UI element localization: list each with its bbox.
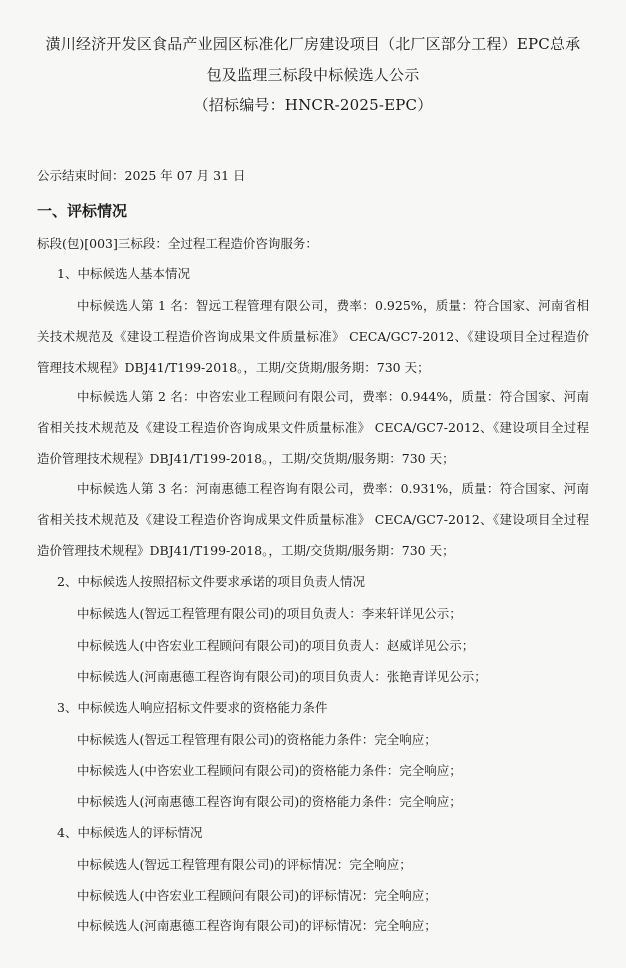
qualification-item: 中标候选人(中咨宏业工程顾问有限公司)的资格能力条件：完全响应； bbox=[77, 763, 462, 778]
qualification-item: 中标候选人(智远工程管理有限公司)的资格能力条件：完全响应； bbox=[77, 732, 437, 747]
evaluation-status-item: 中标候选人(河南惠德工程咨询有限公司)的评标情况：完全响应； bbox=[77, 918, 437, 933]
project-leader-item: 中标候选人(河南惠德工程咨询有限公司)的项目负责人：张艳青详见公示； bbox=[77, 669, 487, 684]
tender-number: （招标编号：HNCR-2025-EPC） bbox=[193, 96, 433, 114]
title-line-1: 潢川经济开发区食品产业园区标准化厂房建设项目（北厂区部分工程）EPC总承 bbox=[45, 35, 581, 53]
subheading-evaluation-status: 4、中标候选人的评标情况 bbox=[57, 825, 203, 840]
lot-description: 标段(包)[003]三标段：全过程工程造价咨询服务： bbox=[37, 236, 318, 251]
subheading-qualification: 3、中标候选人响应招标文件要求的资格能力条件 bbox=[57, 700, 328, 715]
evaluation-status-item: 中标候选人(中咨宏业工程顾问有限公司)的评标情况：完全响应； bbox=[77, 888, 437, 903]
candidate-1-info: 中标候选人第 1 名：智远工程管理有限公司，费率：0.925%，质量：符合国家、河南省相关技术规范及《建设工程造价咨询成果文件质量标准》 CECA/GC7-2012、《建设项目全过程造价管理技术规程》DBJ41/T199-2018。，工期/交货期/服务期：730 天； bbox=[37, 298, 589, 375]
title-line-2: 包及监理三标段中标候选人公示 bbox=[206, 66, 420, 84]
subheading-project-leader: 2、中标候选人按照招标文件要求承诺的项目负责人情况 bbox=[57, 574, 365, 589]
subheading-basic-info: 1、中标候选人基本情况 bbox=[57, 266, 190, 281]
candidate-2-info: 中标候选人第 2 名：中咨宏业工程顾问有限公司，费率：0.944%，质量：符合国家、河南省相关技术规范及《建设工程造价咨询成果文件质量标准》 CECA/GC7-2012、《建设项目全过程造价管理技术规程》DBJ41/T199-2018。，工期/交货期/服务期：730 天； bbox=[37, 389, 589, 466]
candidate-3-info: 中标候选人第 3 名：河南惠德工程咨询有限公司，费率：0.931%，质量：符合国家、河南省相关技术规范及《建设工程造价咨询成果文件质量标准》 CECA/GC7-2012、《建设项目全过程造价管理技术规程》DBJ41/T199-2018。，工期/交货期/服务期：730 天； bbox=[37, 481, 589, 558]
project-leader-item: 中标候选人(中咨宏业工程顾问有限公司)的项目负责人：赵威详见公示； bbox=[77, 638, 475, 653]
project-leader-item: 中标候选人(智远工程管理有限公司)的项目负责人：李来轩详见公示； bbox=[77, 606, 462, 621]
section-heading-evaluation: 一、评标情况 bbox=[37, 202, 128, 220]
evaluation-status-item: 中标候选人(智远工程管理有限公司)的评标情况：完全响应； bbox=[77, 857, 412, 872]
notice-end-time: 公示结束时间：2025 年 07 月 31 日 bbox=[37, 168, 246, 183]
qualification-item: 中标候选人(河南惠德工程咨询有限公司)的资格能力条件：完全响应； bbox=[77, 794, 462, 809]
